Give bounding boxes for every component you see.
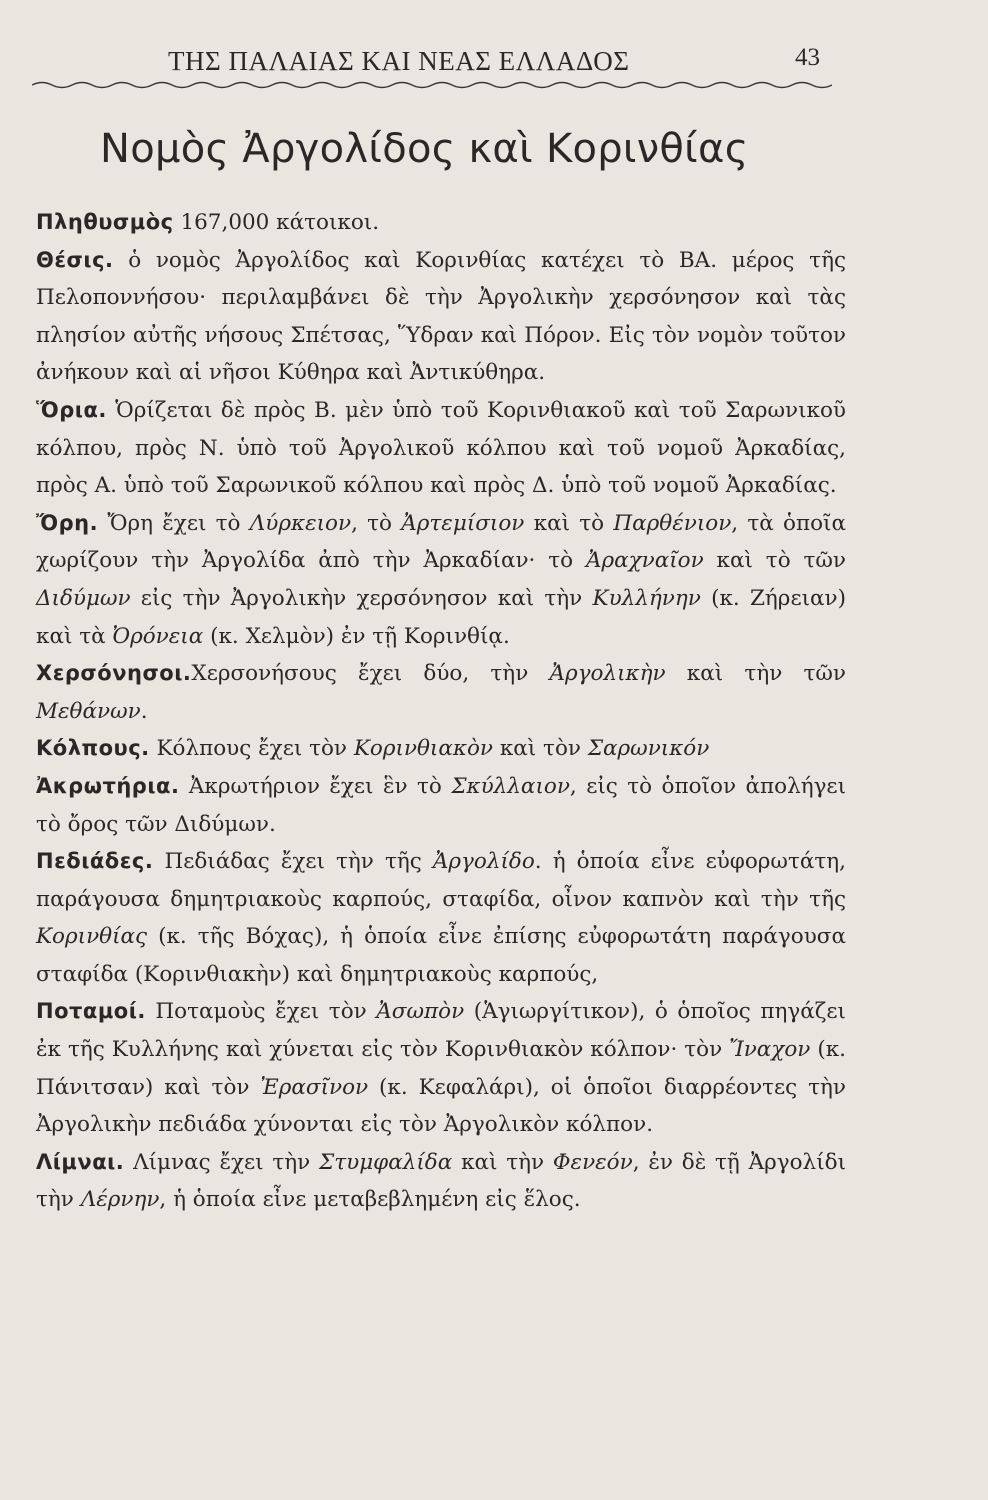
paragraph-plains [36, 843, 846, 993]
paragraph-text: 167,000 κάτοικοι. [173, 210, 380, 235]
section-lead: Πεδιάδες. [36, 849, 154, 874]
text-run: (κ. Χελμὸν) ἐν τῇ Κορινθίᾳ. [203, 623, 510, 649]
text-run: (κ. Κεφαλάρι), οἱ ὁποῖοι διαρρέοντες τὴν Ἀργολικὴν πεδιάδα χύνονται εἰς τὸν Ἀργολικὸν κόλπον. [36, 1074, 846, 1138]
paragraph-borders [36, 392, 846, 505]
text-run: Ὄρη ἔχει τὸ [98, 510, 250, 536]
text-run: , ἐν δὲ τῇ Ἀργολίδι τὴν [36, 1149, 846, 1213]
italic-term: Ἴναχον [729, 1037, 811, 1063]
paragraph-text: ὁ νομὸς Ἀργολίδος καὶ Κορινθίας κατέχει τὸ ΒΑ. μέρος τῆς Πελοποννήσου· περιλαμβάνει δὲ τὴν Ἀργολικὴν χερσόνησον καὶ τὰς πλησίον αὐτῆς νήσους Σπέτσας, Ὕδραν καὶ Πόρον. Εἰς τὸν νομὸν τοῦτον ἀνήκουν καὶ αἱ νῆσοι Κύθηρα καὶ Ἀντικύθηρα. [36, 247, 846, 386]
text-run: Χερσονήσους ἔχει δύο, τὴν [191, 661, 550, 687]
text-run: καὶ τὴν [452, 1149, 553, 1175]
italic-term: Σκύλλαιον [451, 773, 570, 799]
text-run: (κ. Ζήρειαν) καὶ τὰ [36, 585, 846, 649]
text-run: καὶ τὸ [524, 510, 614, 536]
text-run: Λίμνας ἔχει τὴν [124, 1149, 320, 1175]
text-run: Ποταμοὺς ἔχει τὸν [145, 999, 377, 1025]
italic-term: Λέρνην [80, 1187, 160, 1213]
italic-term: Ἀσωπὸν [376, 999, 465, 1025]
section-lead: Ἀκρωτήρια. [36, 773, 180, 798]
italic-term: Ἀρτεμίσιον [401, 510, 525, 536]
section-lead: Ὄρη. [36, 510, 99, 535]
text-run: καὶ τὸ τῶν [703, 548, 846, 574]
page-number: 43 [795, 44, 820, 71]
section-lead: Πληθυσμὸς [36, 210, 174, 234]
section-lead: Χερσόνησοι. [36, 661, 192, 686]
text-run: (κ. Πάνιτσαν) καὶ τὸν [36, 1037, 846, 1100]
paragraph-capes [36, 768, 846, 843]
italic-term: Ἐρασῖνον [260, 1074, 369, 1100]
paragraph-population [36, 204, 846, 242]
paragraph-lakes [36, 1144, 846, 1219]
text-run: (Ἁγιωργίτικον), ὁ ὁποῖος πηγάζει ἐκ τῆς Κυλλήνης καὶ χύνεται εἰς τὸν Κορινθιακὸν κόλπον· τὸν [36, 999, 846, 1063]
paragraph-text: Ὁρίζεται δὲ πρὸς Β. μὲν ὑπὸ τοῦ Κορινθιακοῦ καὶ τοῦ Σαρωνικοῦ κόλπου, πρὸς Ν. ὑπὸ τοῦ Ἀργολικοῦ κόλπου καὶ τοῦ νομοῦ Ἀρκαδίας, πρὸς Α. ὑπὸ τοῦ Σαρωνικοῦ κόλπου καὶ πρὸς Δ. ὑπὸ τοῦ νομοῦ Ἀρκαδίας. [36, 397, 846, 499]
text-run: , εἰς τὸ ὁποῖον ἀπολήγει τὸ ὄρος τῶν Διδύμων. [36, 773, 846, 837]
text-run: , τὰ ὁποῖα χωρίζουν τὴν Ἀργολίδα ἀπὸ τὴν Ἀρκαδίαν· τὸ [36, 510, 846, 574]
italic-term: Κορινθίας [36, 924, 148, 950]
italic-term: Διδύμων [36, 585, 131, 611]
chapter-title: Νομὸς Ἀργολίδος καὶ Κορινθίας [100, 126, 749, 172]
text-run: εἰς τὴν Ἀργολικὴν χερσόνησον καὶ τὴν [130, 585, 593, 611]
italic-term: Ἀργολίδο [432, 849, 535, 875]
italic-term: Σαρωνικόν [587, 736, 710, 762]
decorative-rule [32, 78, 832, 92]
section-lead: Κόλπους. [36, 736, 150, 761]
running-title: ΤΗΣ ΠΑΛΑΙΑΣ ΚΑΙ ΝΕΑΣ ΕΛΛΑΔΟΣ [168, 46, 630, 76]
paragraph-position [36, 242, 846, 392]
body-text [36, 204, 846, 1219]
text-run: (κ. τῆς Βόχας), ἡ ὁποία εἶνε ἐπίσης εὐφορωτάτη παράγουσα σταφίδα (Κορινθιακὴν) καὶ δημητριακοὺς καρπούς, [36, 924, 846, 987]
section-lead: Ὅρια. [36, 397, 107, 422]
section-lead: Θέσις. [36, 247, 114, 272]
section-lead: Ποταμοί. [36, 999, 146, 1024]
text-run: Κόλπους ἔχει τὸν [149, 736, 354, 762]
text-run: Ἀκρωτήριον ἔχει ἓν τὸ [179, 773, 452, 799]
paragraph-rivers [36, 993, 846, 1143]
italic-term: Ὀρόνεια [112, 623, 204, 649]
italic-term: Κορινθιακὸν [353, 736, 493, 762]
italic-term: Στυμφαλίδα [319, 1149, 453, 1175]
text-run: , τὸ [351, 510, 402, 536]
paragraph-mountains [36, 505, 846, 655]
section-lead: Λίμναι. [36, 1149, 125, 1174]
paragraph-peninsulas [36, 655, 846, 730]
italic-term: Λύρκειον [249, 510, 352, 536]
text-run: καὶ τὴν τῶν [665, 661, 847, 687]
text-run: Πεδιάδας ἔχει τὴν τῆς [153, 849, 433, 875]
text-run: . ἡ ὁποία εἶνε εὐφορωτάτη, παράγουσα δημητριακοὺς καρπούς, σταφίδα, οἶνον καπνὸν καὶ τὴν τῆς [36, 849, 846, 912]
paragraph-gulfs [36, 730, 846, 768]
italic-term: Παρθένιον [613, 510, 732, 536]
italic-term: Ἀργολικὴν [549, 661, 666, 687]
text-run: . [140, 698, 148, 724]
text-run: , ἡ ὁποία εἶνε μεταβεβλημένη εἰς ἕλος. [159, 1187, 581, 1213]
italic-term: Ἀραχναῖον [585, 548, 704, 574]
text-run: καὶ τὸν [493, 736, 588, 762]
italic-term: Κυλλήνην [592, 585, 701, 611]
italic-term: Μεθάνων [36, 698, 141, 724]
italic-term: Φενεόν [552, 1149, 633, 1175]
